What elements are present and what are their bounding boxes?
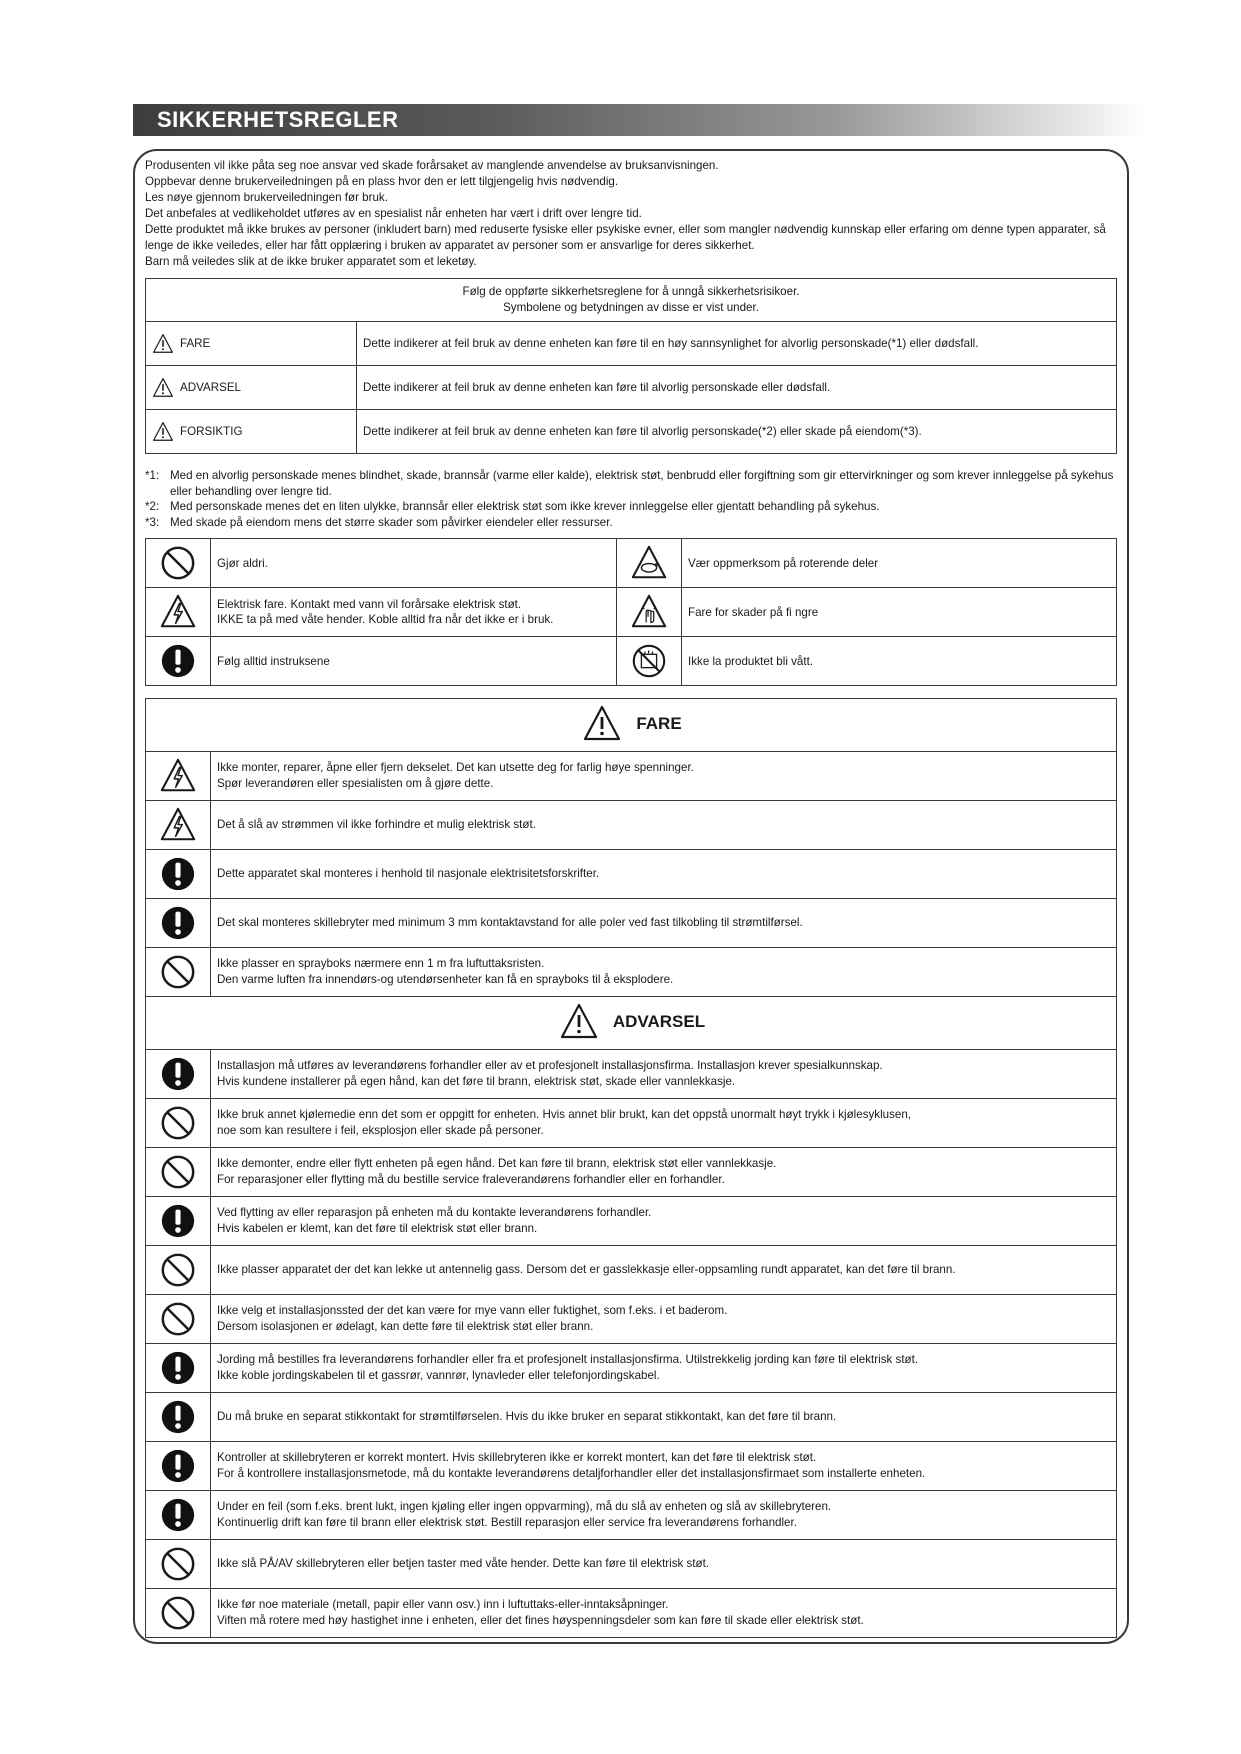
rule-row bbox=[146, 1148, 1117, 1197]
footnote-key: *3: bbox=[145, 515, 160, 529]
rule-icon-cell bbox=[146, 801, 211, 850]
legend-text: Elektrisk fare. Kontakt med vann vil forårsake elektrisk støt. bbox=[217, 598, 522, 611]
level-desc: Dette indikerer at feil bruk av denne enheten kan føre til alvorlig personskade eller dødsfall. bbox=[357, 366, 1117, 410]
legend-icon-cell bbox=[146, 539, 211, 588]
rule-icon-cell bbox=[146, 1099, 211, 1148]
footnote-key: *1: bbox=[145, 469, 160, 482]
rule-text-cell bbox=[211, 1344, 1117, 1393]
rule-icon-cell bbox=[146, 1344, 211, 1393]
no-wet-icon bbox=[630, 642, 668, 680]
rule-text: Jording må bestilles fra leverandørens forhandler eller fra et profesjonelt installasjonsfirma. Utilstrekkelig jording kan føre til elektrisk støt. bbox=[217, 1353, 919, 1366]
level-cell-forsiktig bbox=[146, 410, 357, 454]
rule-row bbox=[146, 1197, 1117, 1246]
rule-text: noe som kan resultere i feil, eksplosjon eller skade på personer. bbox=[217, 1124, 544, 1137]
rule-icon-cell bbox=[146, 1442, 211, 1491]
rule-row bbox=[146, 850, 1117, 899]
rule-text: For å kontrollere installasjonsmetode, må du kontakte leverandørens detaljforhandler eller det installasjonsfirmaet som installerte enheten. bbox=[217, 1467, 926, 1480]
intro-text bbox=[145, 158, 1115, 270]
legend-text: Gjør aldri. bbox=[217, 556, 268, 570]
level-label: FARE bbox=[180, 337, 211, 350]
rule-row bbox=[146, 1491, 1117, 1540]
rule-text-cell bbox=[211, 1589, 1117, 1638]
legend-icon-cell bbox=[617, 637, 682, 686]
rule-icon-cell bbox=[146, 1050, 211, 1099]
footnote-text: Med personskade menes det en liten ulykke, brannsår eller elektrisk støt som ikke krever innleggelse eller gjentatt behandling på sykehus. bbox=[170, 500, 880, 513]
legend-text: Fare for skader på fi ngre bbox=[682, 588, 1117, 637]
rule-text: Hvis kabelen er klemt, kan det føre til elektrisk støt eller brann. bbox=[217, 1222, 538, 1235]
warning-section-header bbox=[146, 997, 1117, 1050]
prohibition-icon bbox=[159, 1153, 197, 1191]
rule-icon-cell bbox=[146, 1246, 211, 1295]
rule-text-cell bbox=[211, 1197, 1117, 1246]
rule-text-cell bbox=[211, 948, 1117, 997]
warning-header-cell bbox=[146, 997, 1117, 1050]
rule-row bbox=[146, 801, 1117, 850]
symbol-table bbox=[145, 278, 1117, 454]
rule-text: Under en feil (som f.eks. brent lukt, ingen kjøling eller ingen oppvarming), må du slå av enheten og slå av skillebryteren. bbox=[217, 1500, 832, 1513]
legend-text-cell bbox=[211, 539, 617, 588]
rule-text: Ikke demonter, endre eller flytt enheten på egen hånd. Det kan føre til brann, elektrisk støt eller vannlekkasje. bbox=[217, 1157, 777, 1170]
rule-icon-cell bbox=[146, 1393, 211, 1442]
legend-icon-cell bbox=[146, 637, 211, 686]
rule-text: Ved flytting av eller reparasjon på enheten må du kontakte leverandørens forhandler. bbox=[217, 1206, 652, 1219]
rule-row bbox=[146, 1344, 1117, 1393]
legend-text-cell bbox=[211, 588, 617, 637]
rule-icon-cell bbox=[146, 1197, 211, 1246]
rule-text-cell bbox=[211, 752, 1117, 801]
intro-line: Det anbefales at vedlikeholdet utføres av en spesialist når enheten har vært i drift over lengre tid. bbox=[145, 207, 642, 220]
mandatory-icon bbox=[159, 1349, 197, 1387]
rule-row bbox=[146, 1099, 1117, 1148]
rule-text: Kontinuerlig drift kan føre til brann eller elektrisk støt. Bestill reparasjon eller service fra leverandørens forhandler. bbox=[217, 1516, 797, 1529]
mandatory-icon bbox=[159, 1398, 197, 1436]
rule-text-cell bbox=[211, 1099, 1117, 1148]
rule-text-cell bbox=[211, 850, 1117, 899]
mandatory-icon bbox=[159, 904, 197, 942]
rule-text: Ikke velg et installasjonssted der det kan være for mye vann eller fuktighet, som f.eks. i et baderom. bbox=[217, 1304, 728, 1317]
symbol-table-header bbox=[146, 279, 1117, 322]
intro-line: Barn må veiledes slik at de ikke bruker apparatet som et leketøy. bbox=[145, 255, 477, 268]
level-label: ADVARSEL bbox=[180, 381, 241, 394]
rule-text-cell bbox=[211, 1442, 1117, 1491]
warning-triangle-icon bbox=[557, 1002, 601, 1042]
rule-text-cell bbox=[211, 1148, 1117, 1197]
rule-icon-cell bbox=[146, 1491, 211, 1540]
footnote bbox=[145, 468, 1120, 499]
level-cell-fare bbox=[146, 322, 357, 366]
electric-hazard-icon bbox=[159, 757, 197, 795]
rule-text-cell bbox=[211, 1246, 1117, 1295]
rule-text: Ikke monter, reparer, åpne eller fjern dekselet. Det kan utsette deg for farlig høye spenninger. bbox=[217, 761, 694, 774]
rule-text-cell bbox=[211, 1540, 1117, 1589]
rule-row bbox=[146, 1050, 1117, 1099]
rule-icon-cell bbox=[146, 850, 211, 899]
intro-line: Dette produktet må ikke brukes av personer (inkludert barn) med reduserte fysiske eller psykiske evner, eller som mangler nødvendig kunnskap eller erfaring om denne typen apparater, så lenge de ikke veiledes, eller har fått opplæring i bruken av apparatet av personer som er ansvarlige for deres sikkerhet. bbox=[145, 223, 1106, 252]
rule-row bbox=[146, 752, 1117, 801]
danger-header-cell bbox=[146, 699, 1117, 752]
legend-text-cell bbox=[211, 637, 617, 686]
level-desc: Dette indikerer at feil bruk av denne enheten kan føre til en høy sannsynlighet for alvorlig personskade(*1) eller dødsfall. bbox=[357, 322, 1117, 366]
prohibition-icon bbox=[159, 1104, 197, 1142]
rule-text-cell bbox=[211, 1295, 1117, 1344]
rule-text-cell bbox=[211, 801, 1117, 850]
intro-line: Les nøye gjennom brukerveiledningen før bruk. bbox=[145, 191, 388, 204]
electric-hazard-icon bbox=[159, 806, 197, 844]
rule-icon-cell bbox=[146, 1540, 211, 1589]
rule-text-cell bbox=[211, 1393, 1117, 1442]
rule-text: Hvis kundene installerer på egen hånd, kan det føre til brann, elektrisk støt, skade eller vannlekkasje. bbox=[217, 1075, 736, 1088]
rule-icon-cell bbox=[146, 1148, 211, 1197]
legend-text: Vær oppmerksom på roterende deler bbox=[682, 539, 1117, 588]
rule-text: Du må bruke en separat stikkontakt for strømtilførselen. Hvis du ikke bruker en separat stikkontakt, kan det føre til brann. bbox=[217, 1410, 837, 1423]
rule-text: Dersom isolasjonen er ødelagt, kan dette føre til elektrisk støt eller brann. bbox=[217, 1320, 594, 1333]
footnote-key: *2: bbox=[145, 500, 160, 513]
rule-text-cell bbox=[211, 1491, 1117, 1540]
legend-text: Følg alltid instruksene bbox=[217, 654, 330, 668]
rule-text: Ikke plasser en sprayboks nærmere enn 1 m fra luftuttaksristen. bbox=[217, 957, 545, 970]
header-bar bbox=[133, 104, 1148, 136]
rule-text: Ikke bruk annet kjølemedie enn det som er oppgitt for enheten. Hvis annet blir brukt, kan det oppstå unormalt høyt trykk i kjølesyklusen, bbox=[217, 1108, 912, 1121]
rule-row bbox=[146, 948, 1117, 997]
rule-text: Ikke plasser apparatet der det kan lekke ut antennelig gass. Dersom det er gasslekkasje eller-oppsamling rundt apparatet, kan det føre til brann. bbox=[217, 1263, 956, 1276]
page-title: SIKKERHETSREGLER bbox=[157, 107, 399, 132]
rule-text: Installasjon må utføres av leverandørens forhandler eller av et profesjonelt installasjonsfirma. Installasjon krever spesialkunnskap. bbox=[217, 1059, 883, 1072]
legend-text: Ikke la produktet bli vått. bbox=[682, 637, 1117, 686]
finger-injury-icon bbox=[630, 593, 668, 631]
symbol-header-line: Følg de oppførte sikkerhetsreglene for å unngå sikkerhetsrisikoer. bbox=[462, 285, 800, 298]
warning-triangle-icon bbox=[152, 377, 174, 399]
rule-text: Ikke før noe materiale (metall, papir eller vann osv.) inn i luftuttaks-eller-inntaksåpninger. bbox=[217, 1598, 669, 1611]
rule-row bbox=[146, 1393, 1117, 1442]
rule-text: Dette apparatet skal monteres i henhold til nasjonale elektrisitetsforskrifter. bbox=[217, 867, 600, 880]
level-label: FORSIKTIG bbox=[180, 425, 243, 438]
warning-title: ADVARSEL bbox=[612, 1011, 706, 1031]
intro-line: Produsenten vil ikke påta seg noe ansvar ved skade forårsaket av manglende anvendelse av bruksanvisningen. bbox=[145, 159, 719, 172]
prohibition-icon bbox=[159, 953, 197, 991]
intro-line: Oppbevar denne brukerveiledningen på en plass hvor den er lett tilgjengelig hvis nødvendig. bbox=[145, 175, 619, 188]
warning-triangle-icon bbox=[152, 333, 174, 355]
mandatory-icon bbox=[159, 642, 197, 680]
mandatory-icon bbox=[159, 1202, 197, 1240]
rule-text-cell bbox=[211, 1050, 1117, 1099]
footnote-text: Med skade på eiendom mens det større skader som påvirker eiendeler eller ressurser. bbox=[170, 515, 613, 529]
legend-icon-cell bbox=[617, 539, 682, 588]
warning-triangle-icon bbox=[152, 421, 174, 443]
warning-rows bbox=[146, 1050, 1117, 1638]
danger-rows bbox=[146, 752, 1117, 997]
footnotes bbox=[145, 468, 1120, 530]
rule-icon-cell bbox=[146, 899, 211, 948]
prohibition-icon bbox=[159, 1594, 197, 1632]
rule-text: Viften må rotere med høy hastighet inne i enheten, eller det fines høyspenningsdeler som kan føre til skade eller elektrisk støt. bbox=[217, 1614, 864, 1627]
rule-text: Ikke koble jordingskabelen til et gassrør, vannrør, lynavleder eller telefonjordingskabel. bbox=[217, 1369, 660, 1382]
rule-icon-cell bbox=[146, 1589, 211, 1638]
level-cell-advarsel bbox=[146, 366, 357, 410]
rule-icon-cell bbox=[146, 752, 211, 801]
mandatory-icon bbox=[159, 1055, 197, 1093]
rules-table bbox=[145, 698, 1117, 1638]
warning-triangle-icon bbox=[580, 704, 624, 744]
mandatory-icon bbox=[159, 855, 197, 893]
rule-text: Den varme luften fra innendørs-og utendørsenheter kan få en sprayboks til å eksplodere. bbox=[217, 973, 674, 986]
rule-row bbox=[146, 1246, 1117, 1295]
level-desc: Dette indikerer at feil bruk av denne enheten kan føre til alvorlig personskade(*2) eller skade på eiendom(*3). bbox=[357, 410, 1117, 454]
rule-icon-cell bbox=[146, 948, 211, 997]
symbol-header-line: Symbolene og betydningen av disse er vist under. bbox=[503, 301, 759, 314]
rule-icon-cell bbox=[146, 1295, 211, 1344]
legend-icon-cell bbox=[146, 588, 211, 637]
rule-row bbox=[146, 1442, 1117, 1491]
rule-text: Det skal monteres skillebryter med minimum 3 mm kontaktavstand for alle poler ved fast tilkobling til strømtilførsel. bbox=[217, 916, 803, 929]
danger-section-header bbox=[146, 699, 1117, 752]
legend-text: IKKE ta på med våte hender. Koble alltid fra når det ikke er i bruk. bbox=[217, 613, 554, 626]
rotating-parts-icon bbox=[630, 544, 668, 582]
rule-row bbox=[146, 899, 1117, 948]
rule-text: Det å slå av strømmen vil ikke forhindre et mulig elektrisk støt. bbox=[217, 818, 536, 831]
electric-hazard-icon bbox=[159, 593, 197, 631]
rule-text-cell bbox=[211, 899, 1117, 948]
mandatory-icon bbox=[159, 1447, 197, 1485]
footnote bbox=[145, 515, 1120, 531]
rule-text: Spør leverandøren eller spesialisten om å gjøre dette. bbox=[217, 777, 494, 790]
prohibition-icon bbox=[159, 544, 197, 582]
prohibition-icon bbox=[159, 1300, 197, 1338]
danger-title: FARE bbox=[636, 713, 682, 733]
footnote-text: Med en alvorlig personskade menes blindhet, skade, brannsår (varme eller kalde), elektrisk støt, benbrudd eller forgiftning som gir ettervirkninger og som krever innleggelse på sykehus eller behandling over lengre tid. bbox=[170, 469, 1114, 498]
prohibition-icon bbox=[159, 1251, 197, 1289]
rule-text: For reparasjoner eller flytting må du bestille service fraleverandørens forhandler eller en forhandler. bbox=[217, 1173, 725, 1186]
prohibition-icon bbox=[159, 1545, 197, 1583]
rule-row bbox=[146, 1540, 1117, 1589]
rule-text: Ikke slå PÅ/AV skillebryteren eller betjen taster med våte hender. Dette kan føre til elektrisk støt. bbox=[217, 1557, 710, 1570]
rule-row bbox=[146, 1295, 1117, 1344]
icon-legend-table bbox=[145, 538, 1117, 686]
rule-row bbox=[146, 1589, 1117, 1638]
mandatory-icon bbox=[159, 1496, 197, 1534]
legend-icon-cell bbox=[617, 588, 682, 637]
footnote bbox=[145, 499, 1120, 515]
rule-text: Kontroller at skillebryteren er korrekt montert. Hvis skillebryteren ikke er korrekt montert, kan det føre til elektrisk støt. bbox=[217, 1451, 817, 1464]
